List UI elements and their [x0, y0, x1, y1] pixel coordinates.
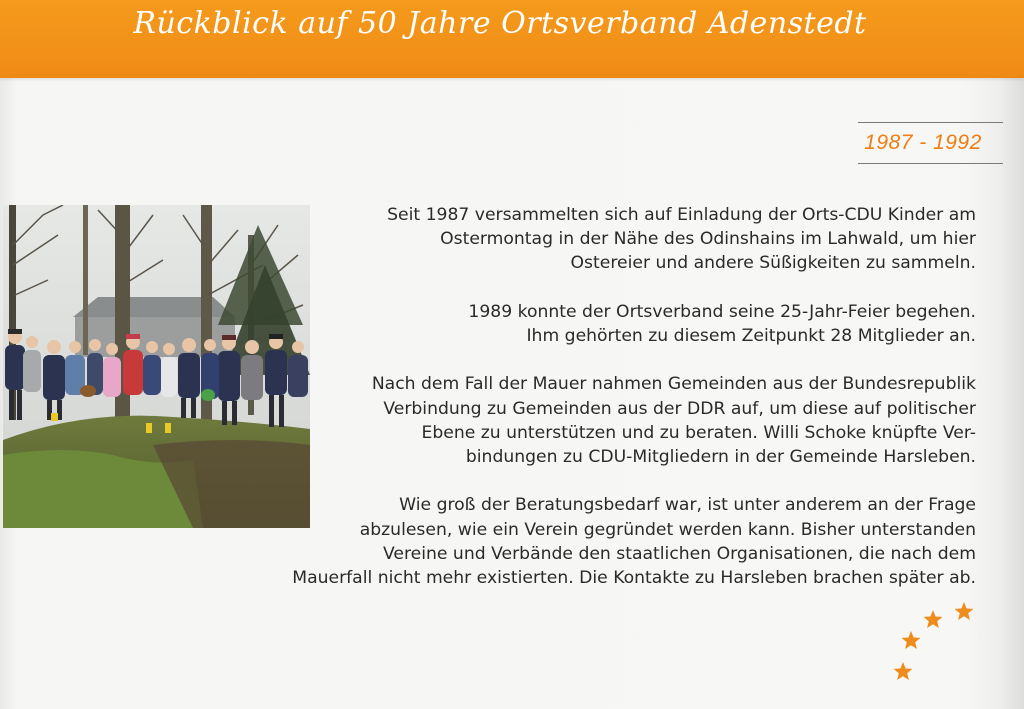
text-line: abzulesen, wie ein Verein gegründet werden kann. Bisher unterstanden: [359, 519, 976, 540]
text-line: Nach dem Fall der Mauer nahmen Gemeinden aus der Bundesrepublik: [371, 374, 976, 395]
header-band: [0, 0, 1024, 78]
stars-decoration: [885, 596, 985, 691]
text-line: Wie groß der Beratungsbedarf war, ist unter anderem an der Frage: [399, 495, 976, 516]
page-title: Rückblick auf 50 Jahre Ortsverband Adenstedt: [133, 6, 867, 41]
text-line: Verbindung zu Gemeinden aus der DDR auf, um diese auf politischer: [383, 398, 976, 419]
text-line: Ostermontag in der Nähe des Odinshains im Lahwald, um hier: [440, 229, 976, 250]
text-line: 1989 konnte der Ortsverband seine 25-Jahr-Feier begehen.: [468, 301, 976, 322]
star-icon: [894, 662, 913, 680]
body-text: [250, 203, 976, 614]
text-line: Ihm gehörten zu diesem Zeitpunkt 28 Mitglieder an.: [526, 326, 976, 346]
text-line: bindungen zu CDU-Mitgliedern in der Gemeinde Harsleben.: [465, 447, 976, 467]
text-line: Mauerfall nicht mehr existierten. Die Kontakte zu Harsleben brachen später ab.: [292, 568, 976, 588]
paragraph-easter: [250, 203, 976, 276]
star-icon: [955, 602, 974, 620]
period-label: 1987 - 1992: [864, 131, 982, 154]
star-icon: [902, 631, 921, 649]
text-line: Seit 1987 versammelten sich auf Einladung der Orts-CDU Kinder am: [387, 205, 976, 225]
paragraph-anniversary: [250, 300, 976, 348]
paragraph-consulting: [250, 493, 976, 590]
text-line: Vereine und Verbände den staatlichen Organisationen, die nach dem: [382, 543, 976, 564]
star-icon: [924, 610, 943, 628]
period-rule-bottom: [858, 163, 1003, 164]
paragraph-reunification: [250, 372, 976, 469]
period-rule-top: [858, 122, 1003, 123]
text-line: Ebene zu unterstützen und zu beraten. Willi Schoke knüpfte Ver-: [421, 422, 976, 443]
text-line: Ostereier und andere Süßigkeiten zu sammeln.: [570, 253, 976, 274]
